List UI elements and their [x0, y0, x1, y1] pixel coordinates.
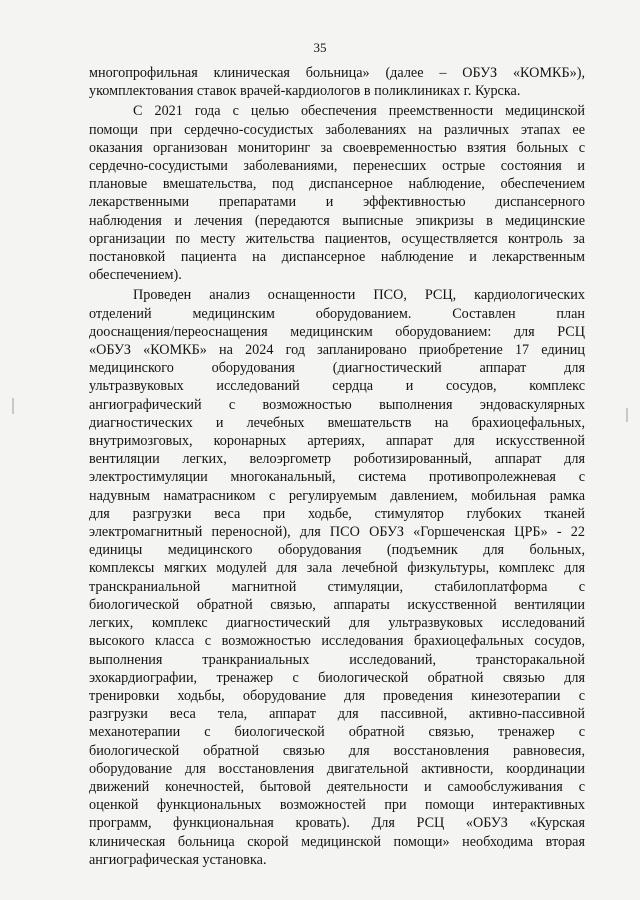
text-line: разгрузки веса тела, аппарат для пассивной, активно-пассивной [89, 706, 585, 723]
text-line: выполнения транкраниальных исследований, трансторакальной [89, 651, 585, 668]
text-line: отделений медицинским оборудованием. Составлен план [89, 305, 585, 322]
text-line: клиническая больница скорой медицинской помощи» необходима вторая [89, 833, 585, 850]
scan-mark-left [12, 398, 14, 414]
text-line: программ, функциональная кровать). Для РСЦ «ОБУЗ «Курская [89, 815, 585, 832]
text-line: укомплектования ставок врачей-кардиологов в поликлиниках г. Курска. [89, 83, 521, 100]
text-line: движений конечностей, бытовой деятельности и самообслуживания с [89, 778, 585, 795]
text-line: оценкой функциональных возможностей при помощи интерактивных [89, 797, 585, 814]
text-line: механотерапии с биологической обратной связью, тренажер с [89, 724, 585, 741]
text-line: оборудование для восстановления двигательной активности, координации [89, 760, 585, 777]
text-line: комплексы мягких модулей для зала лечебной физкультуры, комплекс для [89, 560, 585, 577]
text-line: транскраниальной магнитной стимуляции, стабилоплатформа с [89, 578, 585, 595]
text-line: С 2021 года с целью обеспечения преемственности медицинской [133, 103, 585, 120]
text-line: легких, комплекс диагностический для ультразвуковых исследований [89, 615, 585, 632]
text-line: сердечно-сосудистыми заболеваниями, перенесших острые состояния и [89, 158, 585, 175]
text-line: эхокардиографии, тренажер с биологической обратной связью для [89, 669, 585, 686]
text-line: многопрофильная клиническая больница» (далее – ОБУЗ «КОМКБ»), [89, 65, 585, 81]
text-line: плановые вмешательства, под диспансерное наблюдение, обеспечением [89, 176, 585, 193]
text-line: ультразвуковых исследований сердца и сосудов, комплекс [89, 378, 585, 395]
text-line: обеспечением). [89, 267, 182, 284]
text-line: постановкой пациента на диспансерное наблюдение и лекарственным [89, 249, 585, 266]
text-line: для разгрузки веса при ходьбе, стимулятор глубоких тканей [89, 505, 585, 522]
text-line: оказания организован мониторинг за своевременностью взятия больных с [89, 139, 585, 156]
text-line: электростимуляции многоканальный, система противопролежневая с [89, 469, 585, 486]
text-line: биологической обратной связью для восстановления равновесия, [89, 742, 585, 759]
text-line: ангиографический с возможностью выполнения эндоваскулярных [89, 396, 585, 413]
paragraph [89, 286, 585, 869]
text-line: электромагнитный переносной), для ПСО ОБУЗ «Горшеченская ЦРБ» - 22 [89, 524, 585, 541]
paragraph [89, 64, 585, 100]
text-line: биологической обратной связью, аппараты искусственной вентиляции [89, 596, 585, 613]
text-line: диагностических и лечебных вмешательств на брахиоцефальных, [89, 414, 585, 431]
scan-mark-right [626, 408, 628, 422]
text-line: единицы медицинского оборудования (подъемник для больных, [89, 542, 585, 559]
text-line: вентиляции легких, велоэргометр роботизированный, аппарат для [89, 451, 585, 468]
text-line: ангиографическая установка. [89, 851, 267, 868]
text-line: Проведен анализ оснащенности ПСО, РСЦ, кардиологических [133, 287, 585, 304]
text-line: надувным наматрасником с регулируемым давлением, мобильная рамка [89, 487, 585, 504]
text-line: внутримозговых, коронарных артериях, аппарат для искусственной [89, 433, 585, 450]
paragraph [89, 102, 585, 284]
text-line: помощи при сердечно-сосудистых заболеваниях на различных этапах ее [89, 121, 585, 138]
text-line: дооснащения/переоснащения медицинским оборудованием: для РСЦ [89, 323, 585, 340]
document-body [89, 64, 585, 869]
text-line: медицинского оборудования (диагностический аппарат для [89, 360, 585, 377]
page-number: 35 [313, 40, 327, 55]
text-line: организации по месту жительства пациентов, осуществляется контроль за [89, 230, 585, 247]
text-line: лекарственными препаратами и эффективностью диспансерного [89, 194, 585, 211]
text-line: наблюдения и лечения (передаются выписные эпикризы в медицинские [89, 212, 585, 229]
text-line: «ОБУЗ «КОМКБ» на 2024 год запланировано приобретение 17 единиц [89, 342, 585, 359]
text-line: высокого класса с возможностью исследования брахиоцефальных сосудов, [89, 633, 585, 650]
text-line: тренировки ходьбы, оборудование для проведения кинезотерапии с [89, 687, 585, 704]
